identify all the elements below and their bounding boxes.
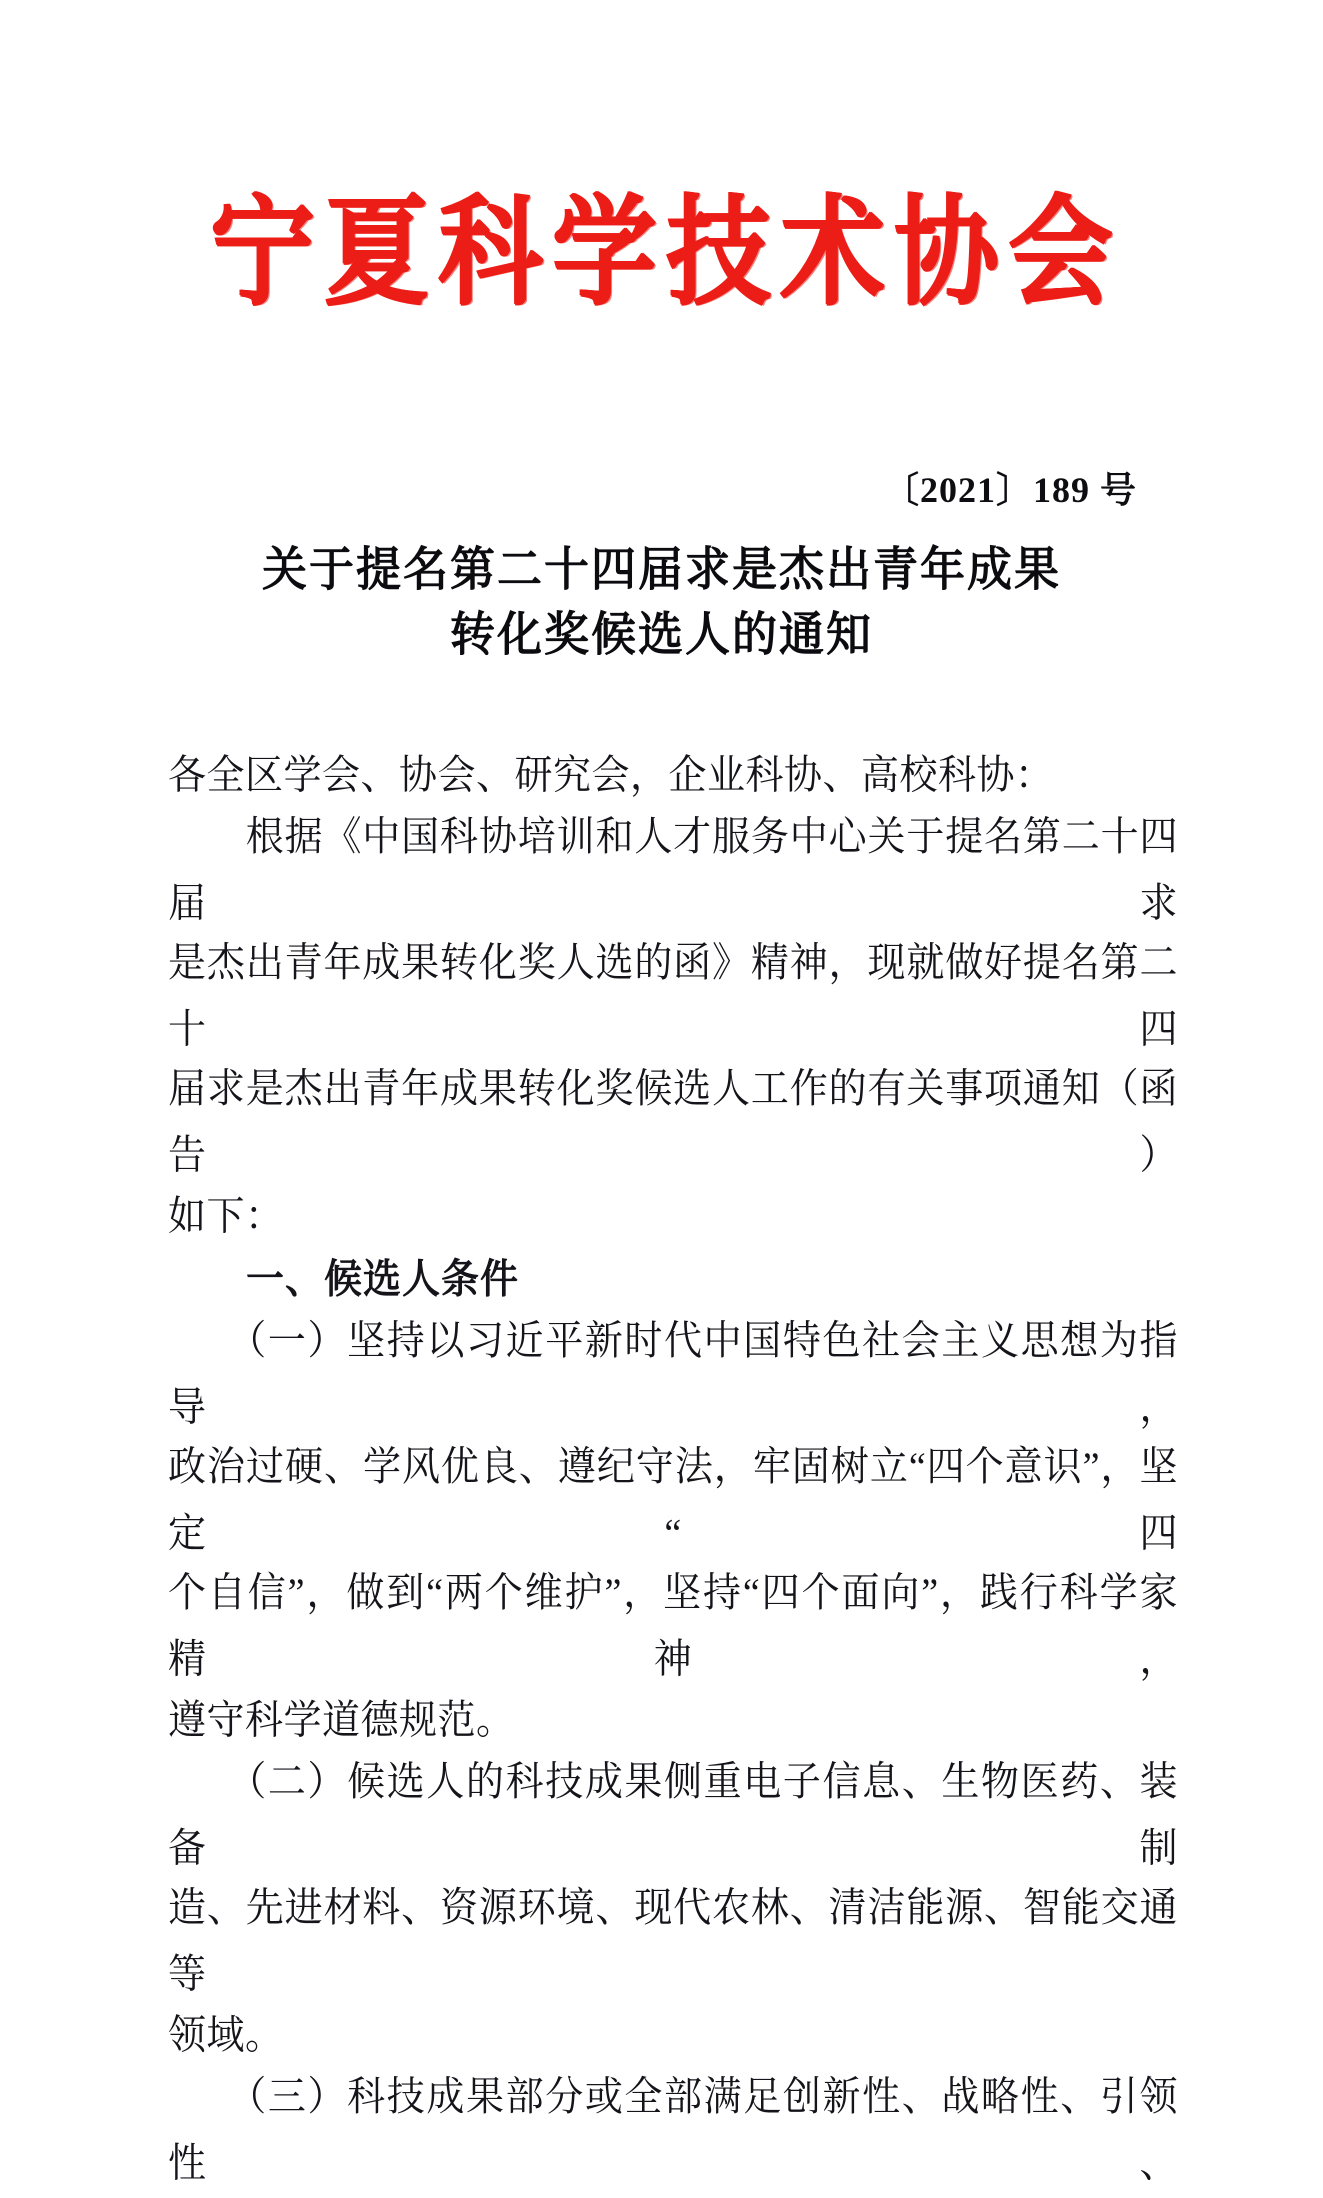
item-1-line-1: （一）坚持以习近平新时代中国特色社会主义思想为指导， [168, 1318, 1178, 1431]
item-3-line-1: （三）科技成果部分或全部满足创新性、战略性、引领性、 [168, 2074, 1178, 2187]
item-1-line-4: 遵守科学道德规范。 [168, 1698, 515, 1744]
item-1-line-2: 政治过硬、学风优良、遵纪守法，牢固树立“四个意识”，坚定“四 [168, 1444, 1178, 1557]
masthead [0, 186, 1323, 320]
item-1-line-3: 个自信”，做到“两个维护”，坚持“四个面向”，践行科学家精神， [168, 1570, 1178, 1683]
page-title-line-1: 关于提名第二十四届求是杰出青年成果 [261, 543, 1061, 597]
paragraph-1-line-4: 如下： [168, 1194, 284, 1240]
item-2-line-3: 领域。 [168, 2013, 284, 2059]
salutation: 各全区学会、协会、研究会，企业科协、高校科协： [168, 753, 1054, 799]
page-title [0, 538, 1323, 669]
section-heading-1: 一、候选人条件 [168, 1257, 520, 1303]
document-body [168, 745, 1178, 2194]
paragraph-1-line-3: 届求是杰出青年成果转化奖候选人工作的有关事项通知（函告） [168, 1066, 1178, 1179]
document-number: 〔2021〕189 号 [882, 470, 1137, 510]
page-title-line-2: 转化奖候选人的通知 [449, 608, 873, 662]
item-2-line-2: 造、先进材料、资源环境、现代农林、清洁能源、智能交通等 [168, 1885, 1178, 1998]
paragraph-1-line-1: 根据《中国科协培训和人才服务中心关于提名第二十四届求 [168, 814, 1178, 927]
item-2-line-1: （二）候选人的科技成果侧重电子信息、生物医药、装备制 [168, 1759, 1178, 1872]
paragraph-1-line-2: 是杰出青年成果转化奖人选的函》精神，现就做好提名第二十四 [168, 940, 1178, 1053]
issuing-organization-title: 宁夏科学技术协会 [210, 188, 1123, 320]
document-number-row [0, 462, 1323, 513]
